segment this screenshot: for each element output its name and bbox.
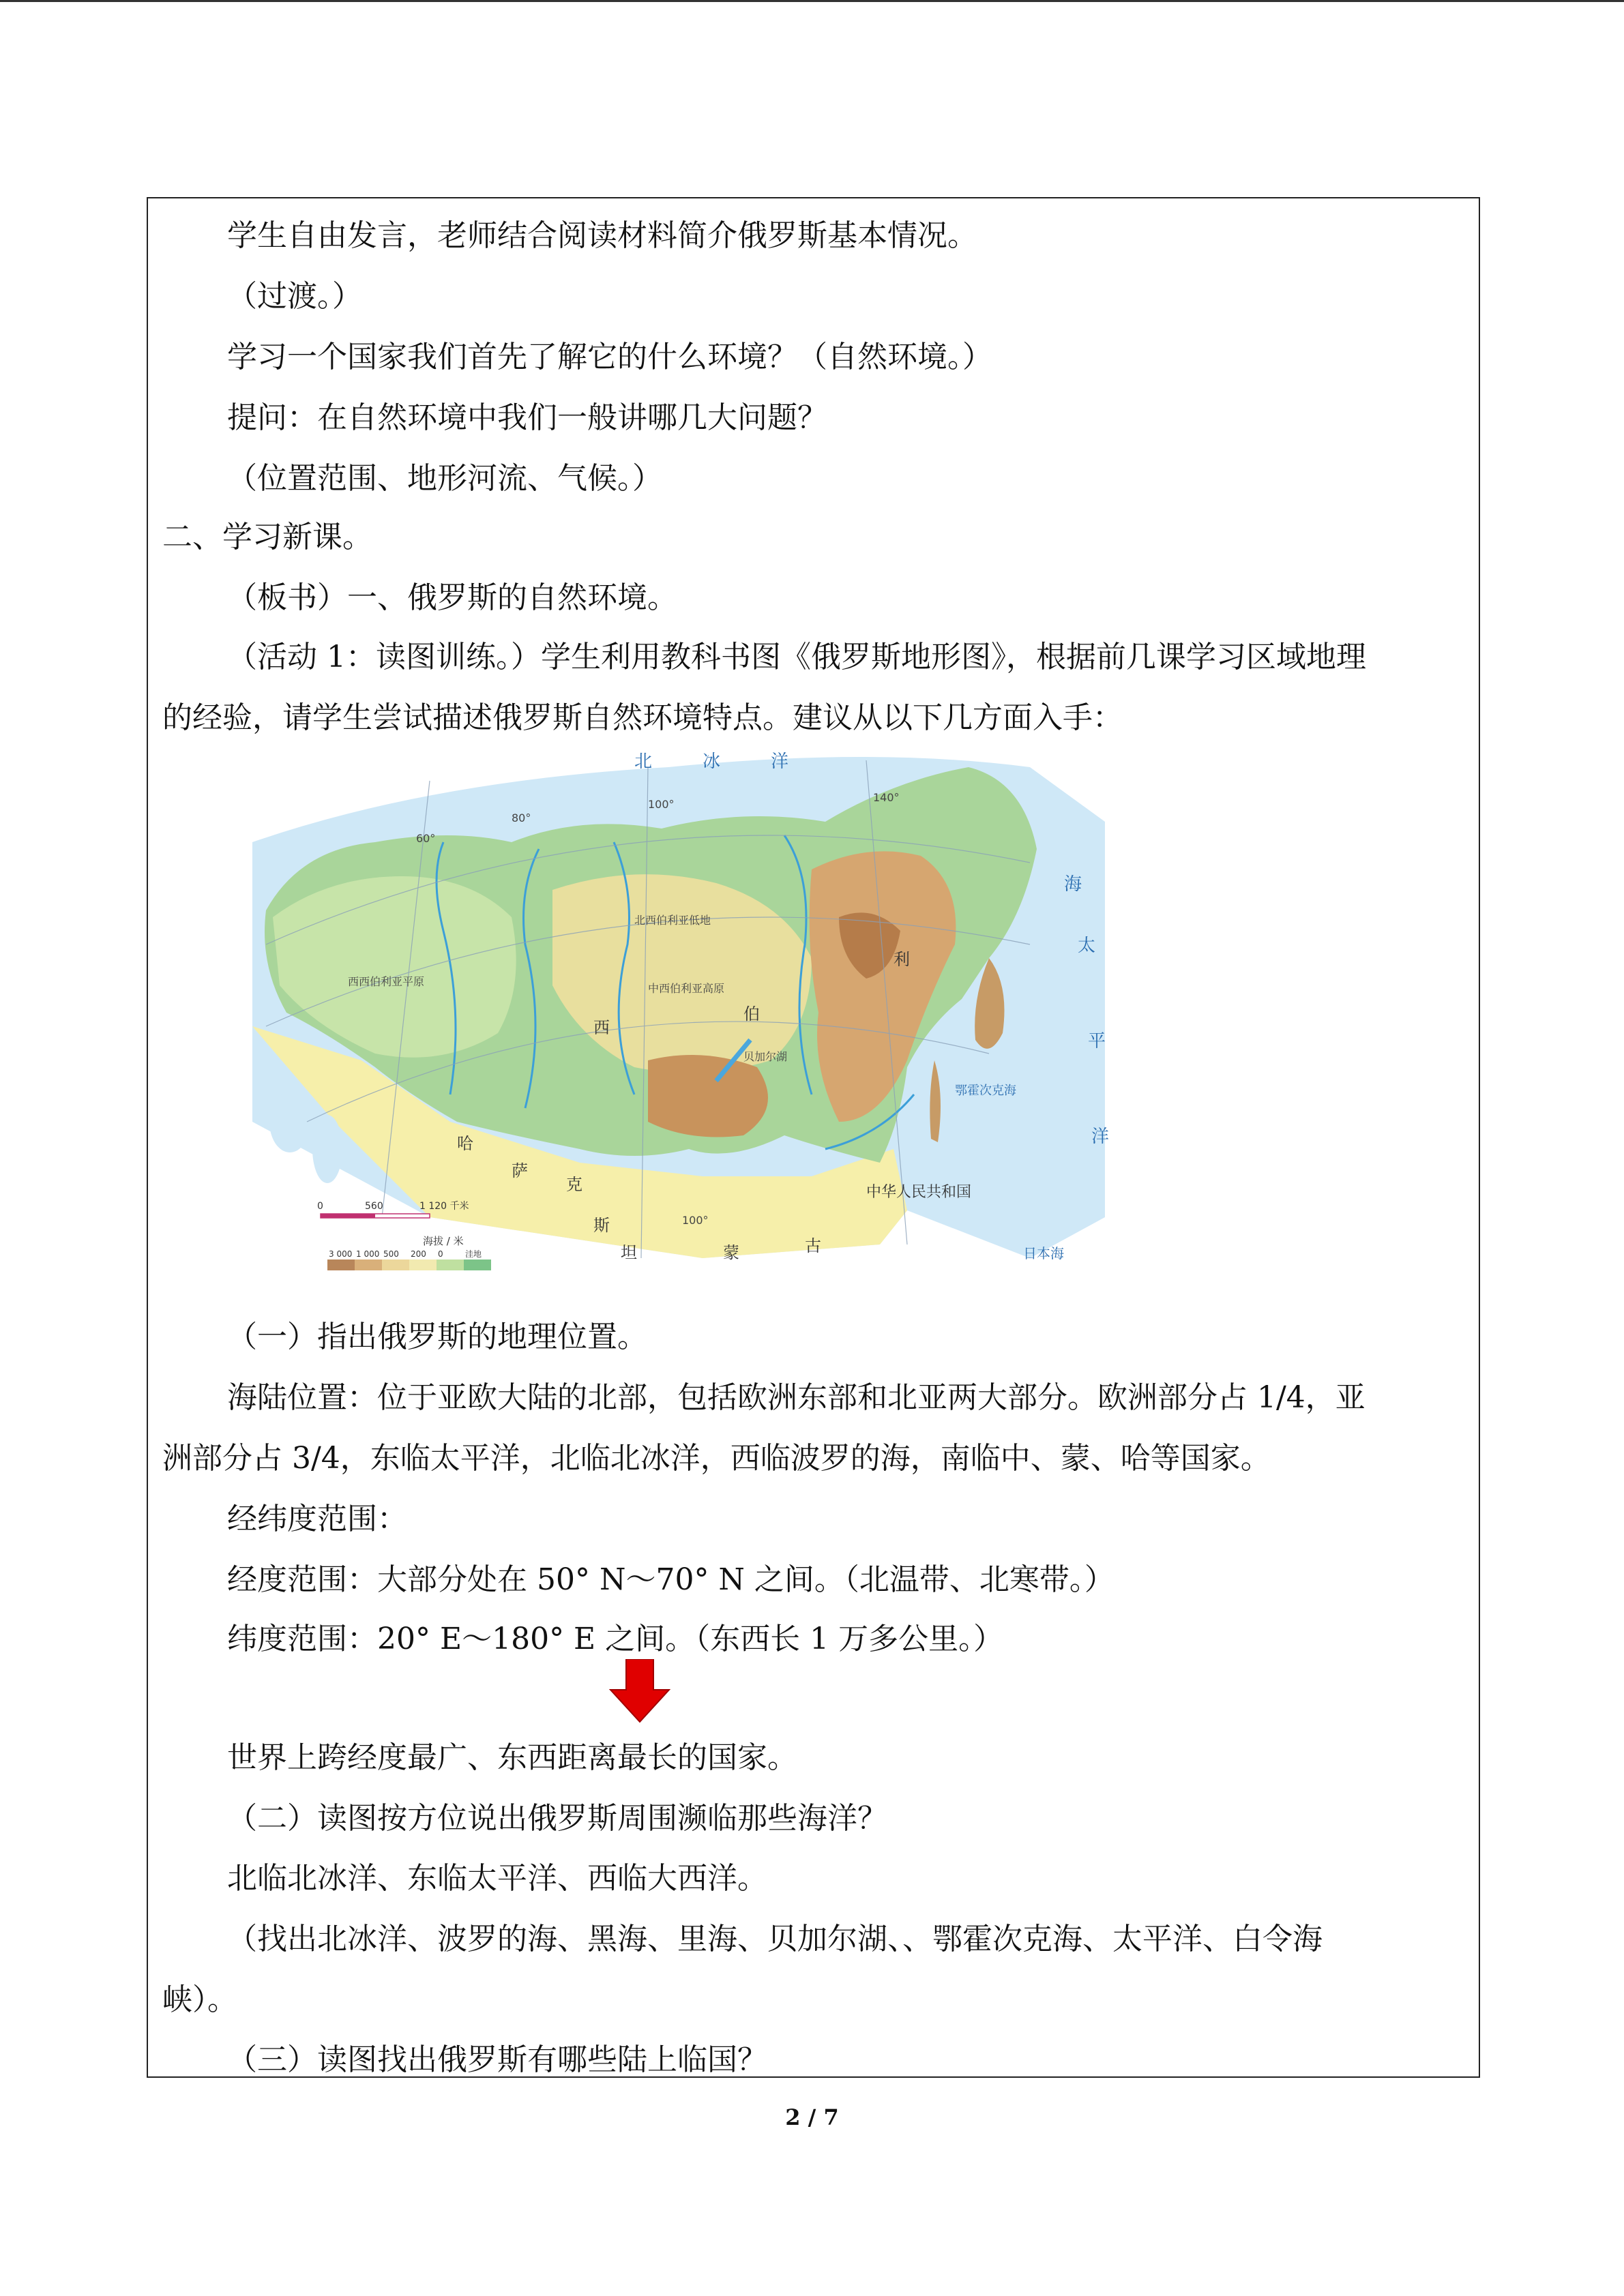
- map-label: 中西伯利亚高原: [648, 982, 725, 995]
- legend-swatch: [382, 1259, 409, 1270]
- map-label: 贝加尔湖: [743, 1050, 788, 1063]
- text-line: （三）读图找出俄罗斯有哪些陆上临国？: [227, 2042, 767, 2077]
- legend-label: 0: [438, 1249, 443, 1259]
- map-label: 洋: [771, 751, 789, 772]
- map-label: 萨: [512, 1161, 528, 1180]
- legend-swatch: [327, 1259, 355, 1270]
- legend-label: 500: [383, 1249, 399, 1259]
- text-line: 峡）。: [162, 1982, 237, 2017]
- text-line: 学习一个国家我们首先了解它的什么环境？（自然环境。）: [227, 340, 992, 374]
- text-line: （位置范围、地形河流、气候。）: [227, 461, 662, 496]
- legend-title: 海拔 / 米: [423, 1235, 464, 1247]
- text-line: 经纬度范围：: [227, 1502, 407, 1536]
- map-label: 斯: [593, 1216, 610, 1235]
- text-line: （一）指出俄罗斯的地理位置。: [227, 1320, 647, 1354]
- legend-swatch: [437, 1259, 464, 1270]
- russia-terrain-map: [225, 740, 1112, 1279]
- text-line: （活动 1：读图训练。）学生利用教科书图《俄罗斯地形图》，根据前几课学习区域地理: [227, 640, 1366, 674]
- legend-swatch: [409, 1259, 437, 1270]
- text-line: 世界上跨经度最广、东西距离最长的国家。: [227, 1740, 797, 1775]
- map-label: 鄂霍次克海: [955, 1084, 1016, 1098]
- map-label: 克: [566, 1175, 582, 1194]
- text-line: 学生自由发言，老师结合阅读材料简介俄罗斯基本情况。: [227, 218, 977, 253]
- map-label: 海: [1064, 874, 1082, 895]
- map-label: 西西伯利亚平原: [348, 975, 425, 988]
- text-line: （板书）一、俄罗斯的自然环境。: [227, 580, 677, 615]
- map-label: 60°: [416, 832, 436, 845]
- text-line: 经度范围：大部分处在 50° N～70° N 之间。（北温带、北寒带。）: [227, 1562, 1114, 1597]
- text-line: （过渡。）: [227, 279, 362, 314]
- section-heading: 二、学习新课。: [162, 520, 372, 554]
- text-line: 洲部分占 3/4，东临太平洋，北临北冰洋，西临波罗的海，南临中、蒙、哈等国家。: [162, 1441, 1271, 1476]
- map-label: 古: [805, 1236, 821, 1255]
- scale-tick: 0: [317, 1201, 323, 1212]
- scale-tick: 1 120 千米: [419, 1201, 469, 1212]
- text-line: 北临北冰洋、东临太平洋、西临大西洋。: [227, 1861, 767, 1896]
- map-label: 利: [894, 950, 910, 969]
- map-label: 西: [593, 1018, 610, 1037]
- map-label: 伯: [743, 1004, 760, 1024]
- legend-label: 200: [411, 1249, 426, 1259]
- map-label: 坦: [621, 1243, 637, 1262]
- map-label: 洋: [1091, 1127, 1110, 1147]
- scale-tick: 560: [365, 1201, 383, 1212]
- map-label: 冰: [703, 751, 721, 772]
- map-label: 北: [634, 751, 653, 772]
- text-line: 纬度范围：20° E～180° E 之间。（东西长 1 万多公里。）: [227, 1622, 1004, 1656]
- legend-label: 洼地: [465, 1249, 482, 1259]
- map-label: 北西伯利亚低地: [634, 914, 711, 927]
- legend-label: 3 000: [329, 1249, 353, 1259]
- map-label: 80°: [512, 811, 531, 824]
- map-label: 100°: [648, 798, 675, 811]
- text-line: 提问：在自然环境中我们一般讲哪几大问题？: [227, 400, 827, 435]
- map-label: 中华人民共和国: [866, 1184, 972, 1201]
- map-label: 平: [1088, 1031, 1106, 1052]
- map-label: 太: [1078, 936, 1096, 956]
- map-label: 140°: [873, 791, 900, 804]
- map-label: 日本海: [1023, 1245, 1064, 1262]
- legend-label: 1 000: [356, 1249, 380, 1259]
- page-number: 2 / 7: [785, 2104, 839, 2130]
- legend-swatch: [464, 1259, 491, 1270]
- map-label: 蒙: [723, 1243, 739, 1262]
- legend-swatch: [355, 1259, 382, 1270]
- text-line: （找出北冰洋、波罗的海、黑海、里海、贝加尔湖、、鄂霍次克海、太平洋、白令海: [227, 1922, 1323, 1956]
- text-line: 海陆位置：位于亚欧大陆的北部，包括欧洲东部和北亚两大部分。欧洲部分占 1/4，亚: [227, 1380, 1365, 1415]
- text-line: 的经验，请学生尝试描述俄罗斯自然环境特点。建议从以下几方面入手：: [162, 700, 1123, 735]
- top-rule: [0, 0, 1624, 2]
- map-label: 100°: [682, 1214, 709, 1227]
- text-line: （二）读图按方位说出俄罗斯周围濒临那些海洋？: [227, 1801, 887, 1836]
- map-label: 哈: [457, 1134, 473, 1153]
- down-arrow-icon: [609, 1659, 670, 1724]
